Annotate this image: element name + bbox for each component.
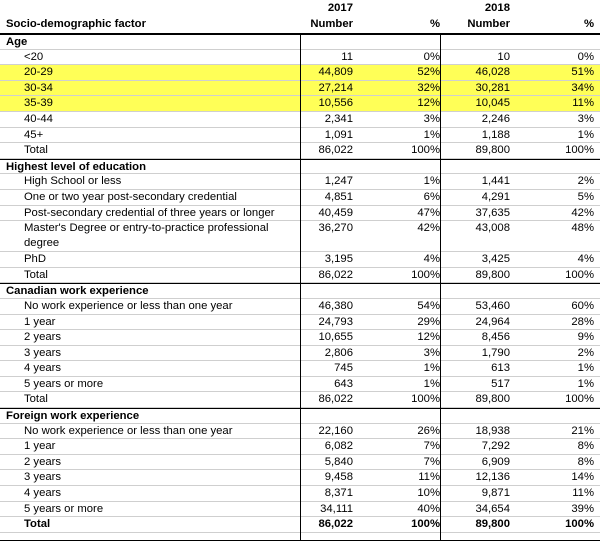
section-title: Highest level of education (6, 160, 146, 173)
number-2017: 4,851 (324, 190, 353, 203)
number-2018: 24,964 (475, 315, 510, 328)
year-2017-header: 2017 (327, 2, 353, 14)
percent-2017: 6% (423, 190, 440, 203)
row-label: Total (24, 518, 51, 531)
number-2018: 1,441 (481, 175, 510, 188)
row-label: 4 years (24, 362, 62, 375)
percent-2017: 3% (423, 346, 440, 359)
row-label: 5 years or more (24, 377, 104, 390)
row-label: 3 years (24, 346, 62, 359)
column-divider (440, 33, 441, 540)
number-2017: 9,458 (324, 471, 353, 484)
percent-2018: 8% (577, 455, 594, 468)
number-2017: 10,655 (318, 331, 353, 344)
percent-2017: 0% (423, 50, 440, 63)
pct-2018-header: % (583, 18, 594, 30)
number-2018: 7,292 (481, 440, 510, 453)
row-label: No work experience or less than one year (24, 424, 233, 437)
percent-2018: 21% (571, 424, 594, 437)
number-2017: 11 (341, 50, 353, 63)
row-label: Master's Degree or entry-to-practice professional degree (24, 222, 269, 250)
number-2018: 1,188 (481, 128, 510, 141)
percent-2017: 1% (423, 175, 440, 188)
percent-2018: 5% (577, 190, 594, 203)
percent-2018: 51% (571, 66, 594, 79)
number-2018: 10 (497, 50, 510, 63)
number-2018: 34,654 (475, 502, 510, 515)
pct-2017-header: % (429, 18, 440, 30)
percent-2018: 100% (565, 393, 594, 406)
row-label: One or two year post-secondary credential (24, 190, 237, 203)
row-label: 20-29 (24, 66, 53, 79)
percent-2018: 11% (572, 487, 594, 500)
row-label: <20 (24, 50, 44, 63)
number-2018-header: Number (467, 18, 510, 30)
number-2017: 1,091 (324, 128, 353, 141)
row-label: 1 year (24, 315, 56, 328)
row-label: High School or less (24, 175, 122, 188)
row-label: Post-secondary credential of three years or longer (24, 206, 275, 219)
number-2017: 46,380 (318, 299, 353, 312)
number-2017: 8,371 (324, 487, 353, 500)
row-label: 40-44 (24, 112, 53, 125)
section-title: Age (6, 36, 28, 48)
row-label: 3 years (24, 471, 62, 484)
row-label: 2 years (24, 455, 62, 468)
number-2017: 86,022 (318, 518, 353, 531)
row-label: Total (24, 144, 48, 157)
number-2018: 1,790 (481, 346, 510, 359)
percent-2018: 100% (565, 144, 594, 157)
row-label: No work experience or less than one year (24, 299, 233, 312)
number-2018: 517 (491, 377, 510, 390)
percent-2018: 39% (571, 502, 594, 515)
percent-2017: 42% (417, 222, 440, 235)
percent-2018: 34% (571, 81, 594, 94)
percent-2017: 1% (423, 362, 440, 375)
number-2018: 9,871 (481, 487, 510, 500)
number-2017: 24,793 (318, 315, 353, 328)
factor-column-header: Socio-demographic factor (6, 18, 146, 30)
year-2018-header: 2018 (484, 2, 510, 14)
number-2017: 5,840 (324, 455, 353, 468)
number-2018: 53,460 (475, 299, 510, 312)
percent-2018: 42% (571, 206, 594, 219)
percent-2018: 8% (577, 440, 594, 453)
number-2017: 643 (334, 377, 353, 390)
percent-2017: 100% (411, 268, 440, 281)
number-2018: 2,246 (481, 112, 510, 125)
percent-2017: 100% (411, 144, 440, 157)
percent-2018: 14% (571, 471, 594, 484)
row-label: PhD (24, 253, 46, 266)
number-2017: 745 (334, 362, 353, 375)
section-title: Canadian work experience (6, 285, 149, 298)
number-2018: 4,291 (481, 190, 510, 203)
percent-2018: 48% (571, 222, 594, 235)
percent-2017: 10% (417, 487, 440, 500)
number-2017: 6,082 (324, 440, 353, 453)
row-label: 2 years (24, 331, 62, 344)
percent-2017: 7% (423, 455, 440, 468)
percent-2017: 52% (417, 66, 440, 79)
number-2017: 34,111 (320, 502, 353, 515)
percent-2018: 1% (577, 362, 594, 375)
percent-2017: 7% (423, 440, 440, 453)
number-2017: 22,160 (318, 424, 353, 437)
number-2018: 3,425 (481, 253, 510, 266)
row-label: 4 years (24, 487, 62, 500)
table-header (0, 0, 600, 34)
number-2018: 89,800 (475, 144, 510, 157)
percent-2017: 12% (417, 331, 440, 344)
number-2017: 36,270 (318, 222, 353, 235)
number-2018: 12,136 (475, 471, 510, 484)
percent-2017: 54% (417, 299, 440, 312)
number-2018: 89,800 (475, 518, 510, 531)
number-2017: 2,341 (324, 112, 353, 125)
number-2018: 37,635 (475, 206, 510, 219)
number-2018: 89,800 (475, 393, 510, 406)
number-2018: 10,045 (475, 97, 510, 110)
percent-2017: 26% (417, 424, 440, 437)
percent-2017: 32% (417, 81, 440, 94)
number-2018: 8,456 (481, 331, 510, 344)
percent-2017: 4% (423, 253, 440, 266)
number-2018: 18,938 (475, 424, 510, 437)
number-2017: 44,809 (318, 66, 353, 79)
percent-2017: 12% (417, 97, 440, 110)
row-label: 45+ (24, 128, 44, 141)
percent-2018: 0% (577, 50, 594, 63)
percent-2018: 3% (577, 112, 594, 125)
number-2018: 613 (491, 362, 510, 375)
percent-2018: 100% (565, 518, 594, 531)
percent-2018: 2% (577, 346, 594, 359)
percent-2017: 1% (423, 128, 440, 141)
number-2017: 40,459 (318, 206, 353, 219)
number-2017: 86,022 (318, 393, 353, 406)
percent-2018: 2% (577, 175, 594, 188)
percent-2018: 4% (577, 253, 594, 266)
percent-2018: 60% (571, 299, 594, 312)
row-label: 30-34 (24, 81, 53, 94)
number-2018: 89,800 (475, 268, 510, 281)
number-2017: 3,195 (324, 253, 353, 266)
percent-2017: 100% (411, 518, 440, 531)
column-divider (300, 33, 301, 540)
number-2018: 30,281 (475, 81, 510, 94)
row-label: 5 years or more (24, 502, 104, 515)
number-2018: 46,028 (475, 66, 510, 79)
number-2017: 1,247 (324, 175, 353, 188)
row-label: 1 year (24, 440, 56, 453)
number-2017: 2,806 (324, 346, 353, 359)
number-2017: 10,556 (318, 97, 353, 110)
percent-2017: 47% (417, 206, 440, 219)
percent-2018: 11% (572, 97, 594, 110)
number-2017: 86,022 (318, 268, 353, 281)
number-2017-header: Number (310, 18, 353, 30)
percent-2017: 3% (423, 112, 440, 125)
percent-2018: 1% (577, 377, 594, 390)
percent-2018: 9% (577, 331, 594, 344)
number-2017: 27,214 (318, 81, 353, 94)
number-2017: 86,022 (318, 144, 353, 157)
number-2018: 6,909 (481, 455, 510, 468)
row-label: 35-39 (24, 97, 53, 110)
table-bottom-rule (0, 540, 600, 541)
percent-2017: 29% (417, 315, 440, 328)
row-label: Total (24, 393, 48, 406)
percent-2018: 28% (571, 315, 594, 328)
percent-2017: 40% (417, 502, 440, 515)
percent-2017: 100% (411, 393, 440, 406)
number-2018: 43,008 (475, 222, 510, 235)
percent-2018: 100% (565, 268, 594, 281)
section-title: Foreign work experience (6, 410, 140, 423)
percent-2017: 1% (423, 377, 440, 390)
percent-2017: 11% (418, 471, 440, 484)
row-label: Total (24, 268, 48, 281)
percent-2018: 1% (577, 128, 594, 141)
